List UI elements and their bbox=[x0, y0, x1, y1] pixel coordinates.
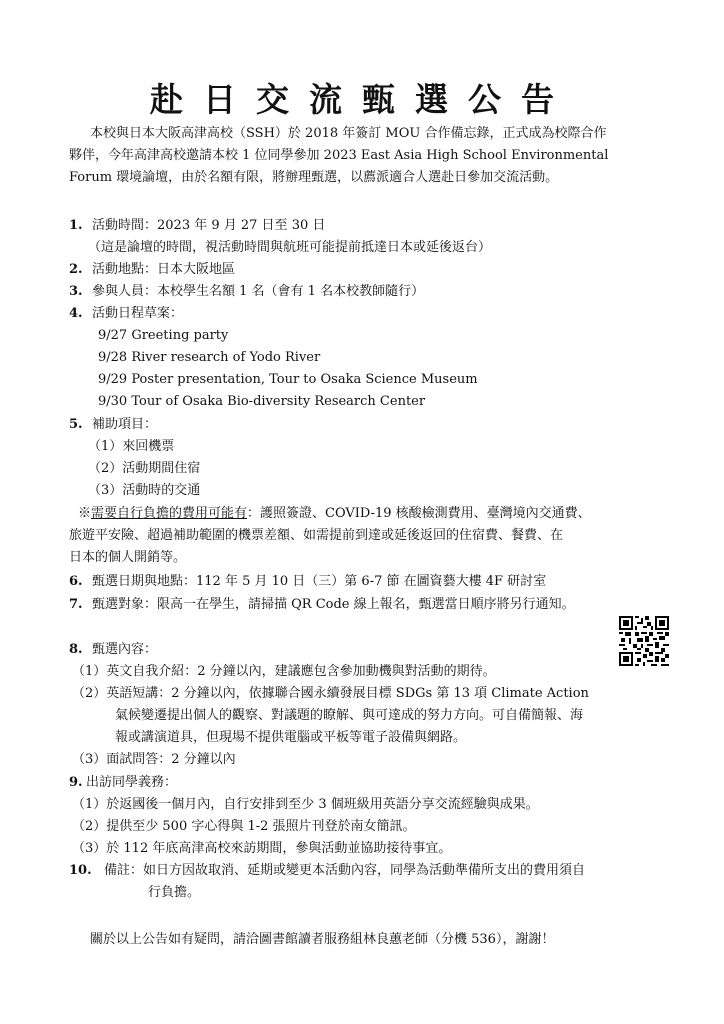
item-10-text-cont: 行負擔。 bbox=[148, 885, 201, 900]
item-3-text: 參與人員：本校學生名額 1 名（會有 1 名本校教師隨行） bbox=[92, 284, 425, 299]
intro-line-3: Forum 環境論壇，由於名額有限，將辦理甄選，以薦派適合人選赴日參加交流活動。 bbox=[69, 170, 559, 185]
page-title: 赴日交流甄選公告 bbox=[150, 80, 574, 119]
item-9-number: 9. bbox=[69, 775, 83, 790]
item-4-number: 4. bbox=[69, 306, 83, 321]
item-1-number: 1. bbox=[69, 218, 83, 233]
schedule-item: 9/30 Tour of Osaka Bio-diversity Research Center bbox=[98, 394, 426, 409]
item-2-text: 活動地點：日本大阪地區 bbox=[92, 262, 236, 277]
item-8-number: 8. bbox=[69, 642, 83, 657]
item-9-text: 出訪同學義務： bbox=[86, 775, 178, 790]
selection-item-1: （1）英文自我介紹：2 分鐘以內，建議應包含參加動機與對活動的期待。 bbox=[72, 664, 496, 679]
item-10-number: 10. bbox=[69, 863, 92, 878]
item-4-text: 活動日程草案： bbox=[92, 306, 184, 321]
intro-line-1: 本校與日本大阪高津高校（SSH）於 2018 年簽訂 MOU 合作備忘錄，正式成為校際合作 bbox=[90, 126, 607, 141]
subsidy-item: （2）活動期間住宿 bbox=[88, 461, 201, 476]
contact-footer: 關於以上公告如有疑問，請洽圖書館讀者服務組林良蕙老師（分機 536），謝謝！ bbox=[90, 932, 555, 947]
note-underlined-text: 需要自行負擔的費用可能有 bbox=[91, 506, 248, 521]
subsidy-item: （1）來回機票 bbox=[88, 439, 175, 454]
item-5-number: 5. bbox=[69, 417, 83, 432]
item-10-text: 備註：如日方因故取消、延期或變更本活動內容，同學為活動準備所支出的費用須自 bbox=[104, 863, 586, 878]
item-8-text: 甄選內容： bbox=[92, 642, 158, 657]
item-1-sub: （這是論壇的時間，視活動時間與航班可能提前抵達日本或延後返台） bbox=[88, 240, 492, 255]
item-6-text: 甄選日期與地點：112 年 5 月 10 日（三）第 6-7 節 在圖資藝大樓 4F 研討室 bbox=[92, 574, 547, 589]
item-2-number: 2. bbox=[69, 262, 83, 277]
self-paid-note-line-1 bbox=[78, 506, 591, 522]
item-5-text: 補助項目： bbox=[92, 417, 158, 432]
selection-item-3: （3）面試問答：2 分鐘以內 bbox=[72, 752, 236, 767]
duty-item: （2）提供至少 500 字心得與 1-2 張照片刊登於南女簡訊。 bbox=[72, 819, 416, 834]
item-6-number: 6. bbox=[69, 574, 83, 589]
item-7-number: 7. bbox=[69, 597, 83, 612]
schedule-item: 9/28 River research of Yodo River bbox=[98, 350, 321, 365]
schedule-item: 9/29 Poster presentation, Tour to Osaka Science Museum bbox=[98, 372, 478, 387]
self-paid-note-line-2: 旅遊平安險、超過補助範圍的機票差額、如需提前到達或延後返回的住宿費、餐費、在 bbox=[69, 528, 564, 543]
selection-item-2-cont: 報或講演道具，但現場不提供電腦或平板等電子設備與網路。 bbox=[115, 730, 467, 745]
selection-item-2: （2）英語短講：2 分鐘以內，依據聯合國永續發展目標 SDGs 第 13 項 Climate Action bbox=[72, 686, 589, 701]
schedule-item: 9/27 Greeting party bbox=[98, 328, 229, 343]
selection-item-2-cont: 氣候變遷提出個人的觀察、對議題的瞭解、與可達成的努力方向。可自備簡報、海 bbox=[115, 708, 584, 723]
subsidy-item: （3）活動時的交通 bbox=[88, 483, 201, 498]
intro-line-2: 夥伴，今年高津高校邀請本校 1 位同學參加 2023 East Asia High School Environmental bbox=[69, 148, 609, 163]
item-1-text: 活動時間：2023 年 9 月 27 日至 30 日 bbox=[92, 218, 326, 233]
note-mark: ※ bbox=[78, 506, 92, 521]
duty-item: （3）於 112 年底高津高校來訪期間，參與活動並協助接待事宜。 bbox=[72, 841, 452, 856]
self-paid-note-line-3: 日本的個人開銷等。 bbox=[69, 550, 187, 565]
note-rest-text: ：護照簽證、COVID-19 核酸檢測費用、臺灣境內交通費、 bbox=[247, 506, 591, 521]
qr-code-icon[interactable] bbox=[619, 616, 669, 666]
item-3-number: 3. bbox=[69, 284, 83, 299]
duty-item: （1）於返國後一個月內，自行安排到至少 3 個班級用英語分享交流經驗與成果。 bbox=[72, 797, 539, 812]
item-7-text: 甄選對象：限高一在學生，請掃描 QR Code 線上報名，甄選當日順序將另行通知。 bbox=[92, 597, 575, 612]
